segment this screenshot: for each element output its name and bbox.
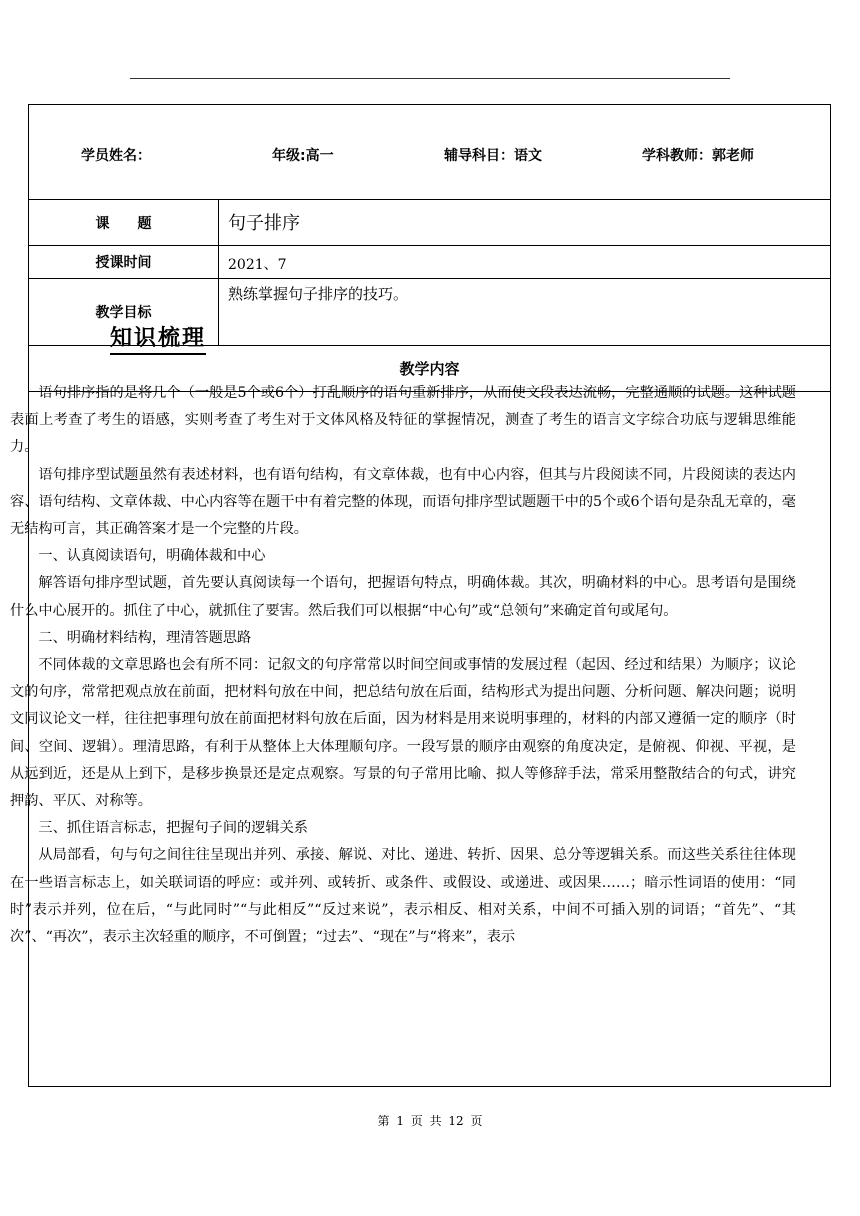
student-info-row [29, 105, 830, 200]
grade-label: 年级:高一 [272, 148, 334, 164]
topic-value: 句子排序 [228, 213, 300, 234]
time-label: 授课时间 [29, 246, 219, 278]
body-text [10, 380, 796, 951]
paragraph-1: 语句排序指的是将几个（一般是5个或6个）打乱顺序的语句重新排序，从而使文段表达流畅，完整通顺的试题。这种试题表面上考查了考生的语感，实则考查了考生对于文体风格及特征的掌握情况，测查了考生的语言文字综合功底与逻辑思维能力。 [10, 385, 796, 456]
paragraph-5: 从局部看，句与句之间往往呈现出并列、承接、解说、对比、递进、转折、因果、总分等逻辑关系。而这些关系往往体现在一些语言标志上，如关联词语的呼应：或并列、或转折、或条件、或假设、或递进、或因果……；暗示性词语的使用：“同时”表示并列，位在后，“与此同时”“与此相反”“反过来说”，表示相反、相对关系，中间不可插入别的词语；“首先”、“其次”、“再次”，表示主次轻重的顺序，不可倒置；“过去”、“现在”与“将来”，表示 [10, 847, 796, 946]
subject-label: 辅导科目：语文 [444, 148, 542, 164]
goal-label: 教学目标 [29, 279, 219, 345]
topic-label: 课 题 [29, 200, 219, 245]
section-title: 知识梳理 [110, 324, 206, 355]
paragraph-4: 不同体裁的文章思路也会有所不同：记叙文的句序常常以时间空间或事情的发展过程（起因、经过和结果）为顺序；议论文的句序，常常把观点放在前面，把材料句放在中间，把总结句放在后面，结构形式为提出问题、分析问题、解决问题；说明文同议论文一样，往往把事理句放在前面把材料句放在后面，因为材料是用来说明事理的，材料的内部又遵循一定的顺序（时间、空间、逻辑）。理清思路，有利于从整体上大体理顺句序。一段写景的顺序由观察的角度决定，是俯视、仰视、平视，是从远到近，还是从上到下，是移步换景还是定点观察。写景的句子常用比喻、拟人等修辞手法，常采用整散结合的句式，讲究押韵、平仄、对称等。 [10, 657, 796, 810]
heading-2: 二、明确材料结构，理清答题思路 [38, 629, 252, 646]
topic-row [29, 200, 830, 246]
time-value: 2021、7 [228, 257, 287, 273]
goal-value: 熟练掌握句子排序的技巧。 [228, 285, 409, 303]
header-rule [130, 78, 730, 79]
heading-1: 一、认真阅读语句，明确体裁和中心 [38, 548, 266, 565]
heading-3: 三、抓住语言标志，把握句子间的逻辑关系 [38, 820, 308, 837]
teacher-label: 学科教师：郭老师 [642, 148, 754, 164]
paragraph-2: 语句排序型试题虽然有表述材料，也有语句结构，有文章体裁，也有中心内容，但其与片段阅读不同，片段阅读的表达内容、语句结构、文章体裁、中心内容等在题干中有着完整的体现，而语句排序型试题题干中的5个或6个语句是杂乱无章的，毫无结构可言，其正确答案才是一个完整的片段。 [10, 466, 796, 538]
time-row [29, 246, 830, 279]
paragraph-3: 解答语句排序型试题，首先要认真阅读每一个语句，把握语句特点，明确体裁。其次，明确材料的中心。思考语句是围绕什么中心展开的。抓住了中心，就抓住了要害。然后我们可以根据“中心句”或“总领句”来确定首句或尾句。 [10, 575, 796, 619]
page-footer: 第 1 页 共 12 页 [377, 1114, 483, 1128]
content-heading: 教学内容 [399, 360, 460, 378]
student-name-label: 学员姓名： [81, 148, 151, 164]
